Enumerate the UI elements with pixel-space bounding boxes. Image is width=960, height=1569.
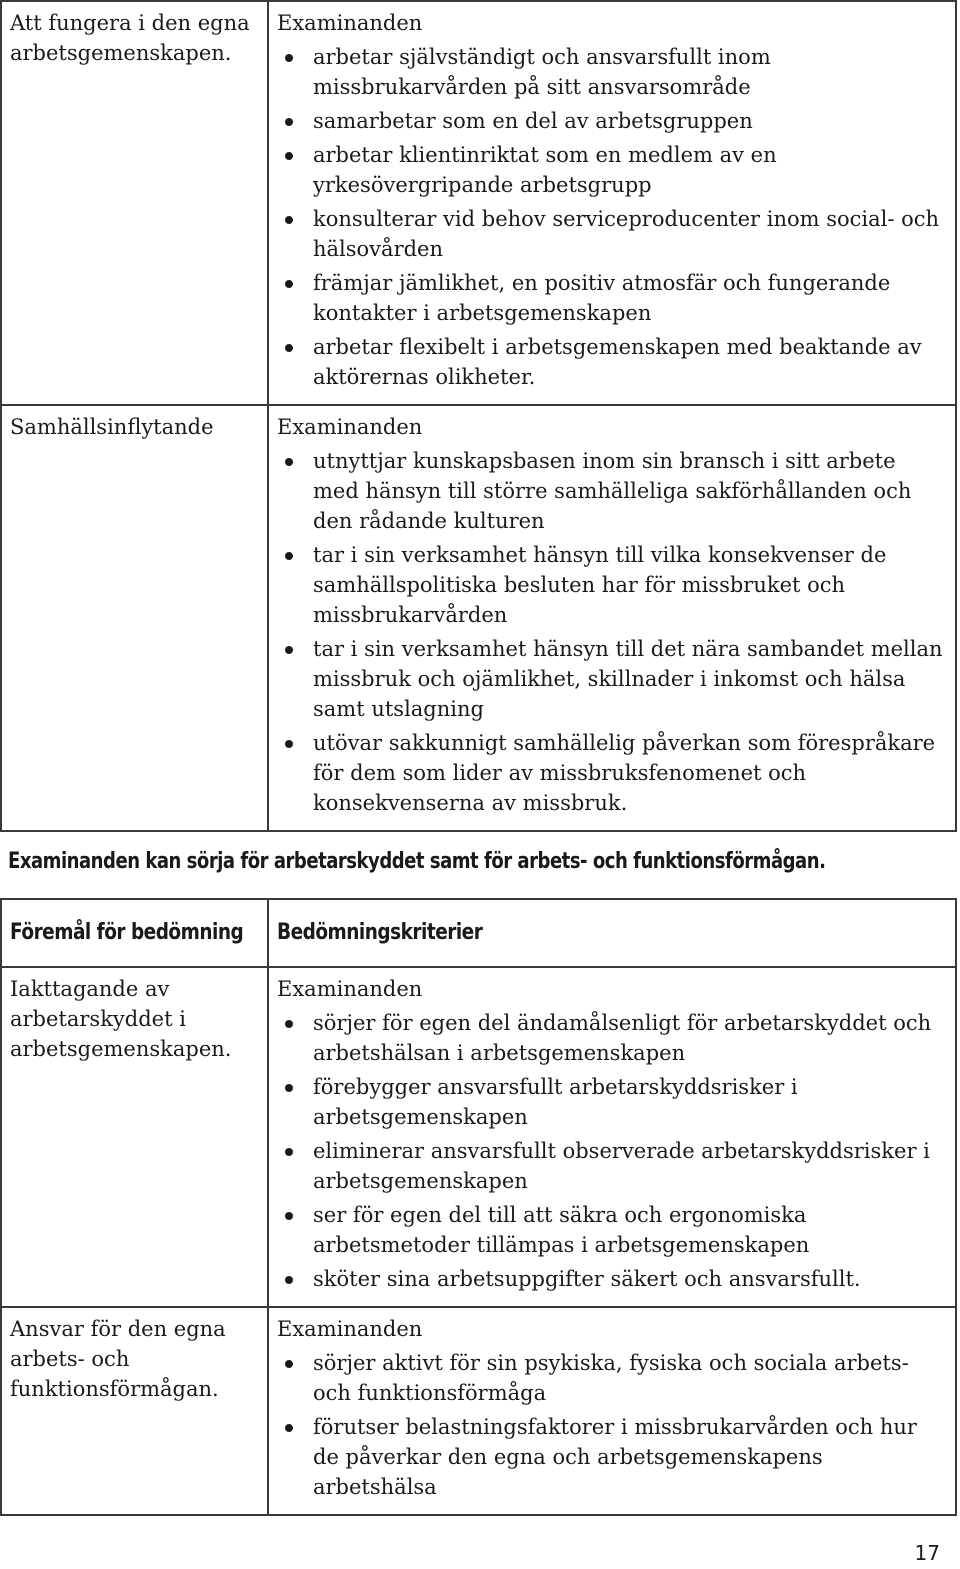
criteria-intro: Examinanden — [277, 1317, 423, 1341]
list-item — [277, 1348, 947, 1408]
assessment-object-cell — [1, 1307, 268, 1515]
list-item — [277, 140, 947, 200]
bullet-icon — [285, 118, 293, 126]
list-item-text: förebygger ansvarsfullt arbetarskyddsrisker i arbetsgemenskapen — [313, 1075, 798, 1129]
list-item-text: konsulterar vid behov serviceproducenter inom social- och hälsovården — [313, 207, 940, 261]
list-item-text: tar i sin verksamhet hänsyn till vilka konsekvenser de samhällspolitiska besluten har för missbruket och missbrukarvården — [313, 543, 887, 627]
column-header-criteria-text: Bedömningskriterier — [277, 920, 483, 945]
list-item-text: samarbetar som en del av arbetsgruppen — [313, 109, 753, 133]
table-row — [1, 405, 956, 831]
bullet-icon — [285, 280, 293, 288]
table-row — [1, 967, 956, 1307]
bullet-icon — [285, 54, 293, 62]
column-header-criteria — [268, 899, 956, 967]
assessment-object-cell — [1, 967, 268, 1307]
section-heading: Examinanden kan sörja för arbetarskyddet samt för arbets- och funktionsförmågan. — [8, 849, 826, 874]
list-item — [277, 1412, 947, 1502]
list-item-text: utövar sakkunnigt samhällelig påverkan som förespråkare för dem som lider av missbruksfenomenet och konsekvenserna av missbruk. — [313, 731, 936, 815]
bullet-icon — [285, 1276, 293, 1284]
list-item — [277, 1008, 947, 1068]
list-item — [277, 1200, 947, 1260]
list-item-text: arbetar flexibelt i arbetsgemenskapen med beaktande av aktörernas olikheter. — [313, 335, 922, 389]
list-item-text: tar i sin verksamhet hänsyn till det nära sambandet mellan missbruk och ojämlikhet, skillnader i inkomst och hälsa samt utslagning — [313, 637, 943, 721]
criteria-list — [277, 1348, 947, 1502]
assessment-object-text: Att fungera i den egna arbetsgemenskapen. — [10, 11, 250, 65]
list-item-text: ser för egen del till att säkra och ergonomiska arbetsmetoder tillämpas i arbetsgemenskapen — [313, 1203, 810, 1257]
bullet-icon — [285, 1148, 293, 1156]
list-item-text: utnyttjar kunskapsbasen inom sin bransch i sitt arbete med hänsyn till större samhälleliga sakförhållanden och den rådande kulturen — [313, 449, 912, 533]
assessment-object-cell — [1, 405, 268, 831]
list-item — [277, 106, 947, 136]
bullet-icon — [285, 1424, 293, 1432]
criteria-list — [277, 1008, 947, 1294]
page-number: 17 — [914, 1541, 940, 1565]
table-row — [1, 1, 956, 405]
column-header-object-text: Föremål för bedömning — [10, 920, 244, 945]
table-row — [1, 1307, 956, 1515]
table-header-row — [1, 899, 956, 967]
bullet-icon — [285, 552, 293, 560]
list-item — [277, 634, 947, 724]
list-item — [277, 42, 947, 102]
criteria-intro: Examinanden — [277, 415, 423, 439]
bullet-icon — [285, 1212, 293, 1220]
assessment-object-text: Iakttagande av arbetarskyddet i arbetsgemenskapen. — [10, 977, 232, 1061]
list-item — [277, 268, 947, 328]
list-item-text: förutser belastningsfaktorer i missbrukarvården och hur de påverkar den egna och arbetsgemenskapens arbetshälsa — [313, 1415, 917, 1499]
list-item-text: arbetar självständigt och ansvarsfullt inom missbrukarvården på sitt ansvarsområde — [313, 45, 771, 99]
list-item-text: sköter sina arbetsuppgifter säkert och ansvarsfullt. — [313, 1267, 861, 1291]
list-item-text: sörjer aktivt för sin psykiska, fysiska och sociala arbets- och funktionsförmåga — [313, 1351, 909, 1405]
bullet-icon — [285, 458, 293, 466]
list-item — [277, 204, 947, 264]
criteria-cell — [268, 1307, 956, 1515]
bullet-icon — [285, 152, 293, 160]
criteria-list — [277, 42, 947, 392]
criteria-intro: Examinanden — [277, 11, 423, 35]
list-item — [277, 728, 947, 818]
list-item-text: sörjer för egen del ändamålsenligt för arbetarskyddet och arbetshälsan i arbetsgemenskapen — [313, 1011, 932, 1065]
criteria-cell — [268, 405, 956, 831]
criteria-cell — [268, 967, 956, 1307]
list-item — [277, 1264, 947, 1294]
list-item — [277, 446, 947, 536]
criteria-intro: Examinanden — [277, 977, 423, 1001]
column-header-object — [1, 899, 268, 967]
bullet-icon — [285, 646, 293, 654]
criteria-table-lower — [0, 898, 957, 1516]
criteria-cell — [268, 1, 956, 405]
assessment-object-text: Ansvar för den egna arbets- och funktionsförmågan. — [10, 1317, 226, 1401]
criteria-list — [277, 446, 947, 818]
assessment-object-text: Samhällsinflytande — [10, 415, 214, 439]
bullet-icon — [285, 1360, 293, 1368]
bullet-icon — [285, 216, 293, 224]
bullet-icon — [285, 1084, 293, 1092]
bullet-icon — [285, 740, 293, 748]
list-item — [277, 1136, 947, 1196]
list-item — [277, 332, 947, 392]
list-item — [277, 540, 947, 630]
bullet-icon — [285, 344, 293, 352]
list-item — [277, 1072, 947, 1132]
assessment-object-cell — [1, 1, 268, 405]
list-item-text: arbetar klientinriktat som en medlem av en yrkesövergripande arbetsgrupp — [313, 143, 777, 197]
bullet-icon — [285, 1020, 293, 1028]
list-item-text: främjar jämlikhet, en positiv atmosfär och fungerande kontakter i arbetsgemenskapen — [313, 271, 891, 325]
list-item-text: eliminerar ansvarsfullt observerade arbetarskyddsrisker i arbetsgemenskapen — [313, 1139, 930, 1193]
